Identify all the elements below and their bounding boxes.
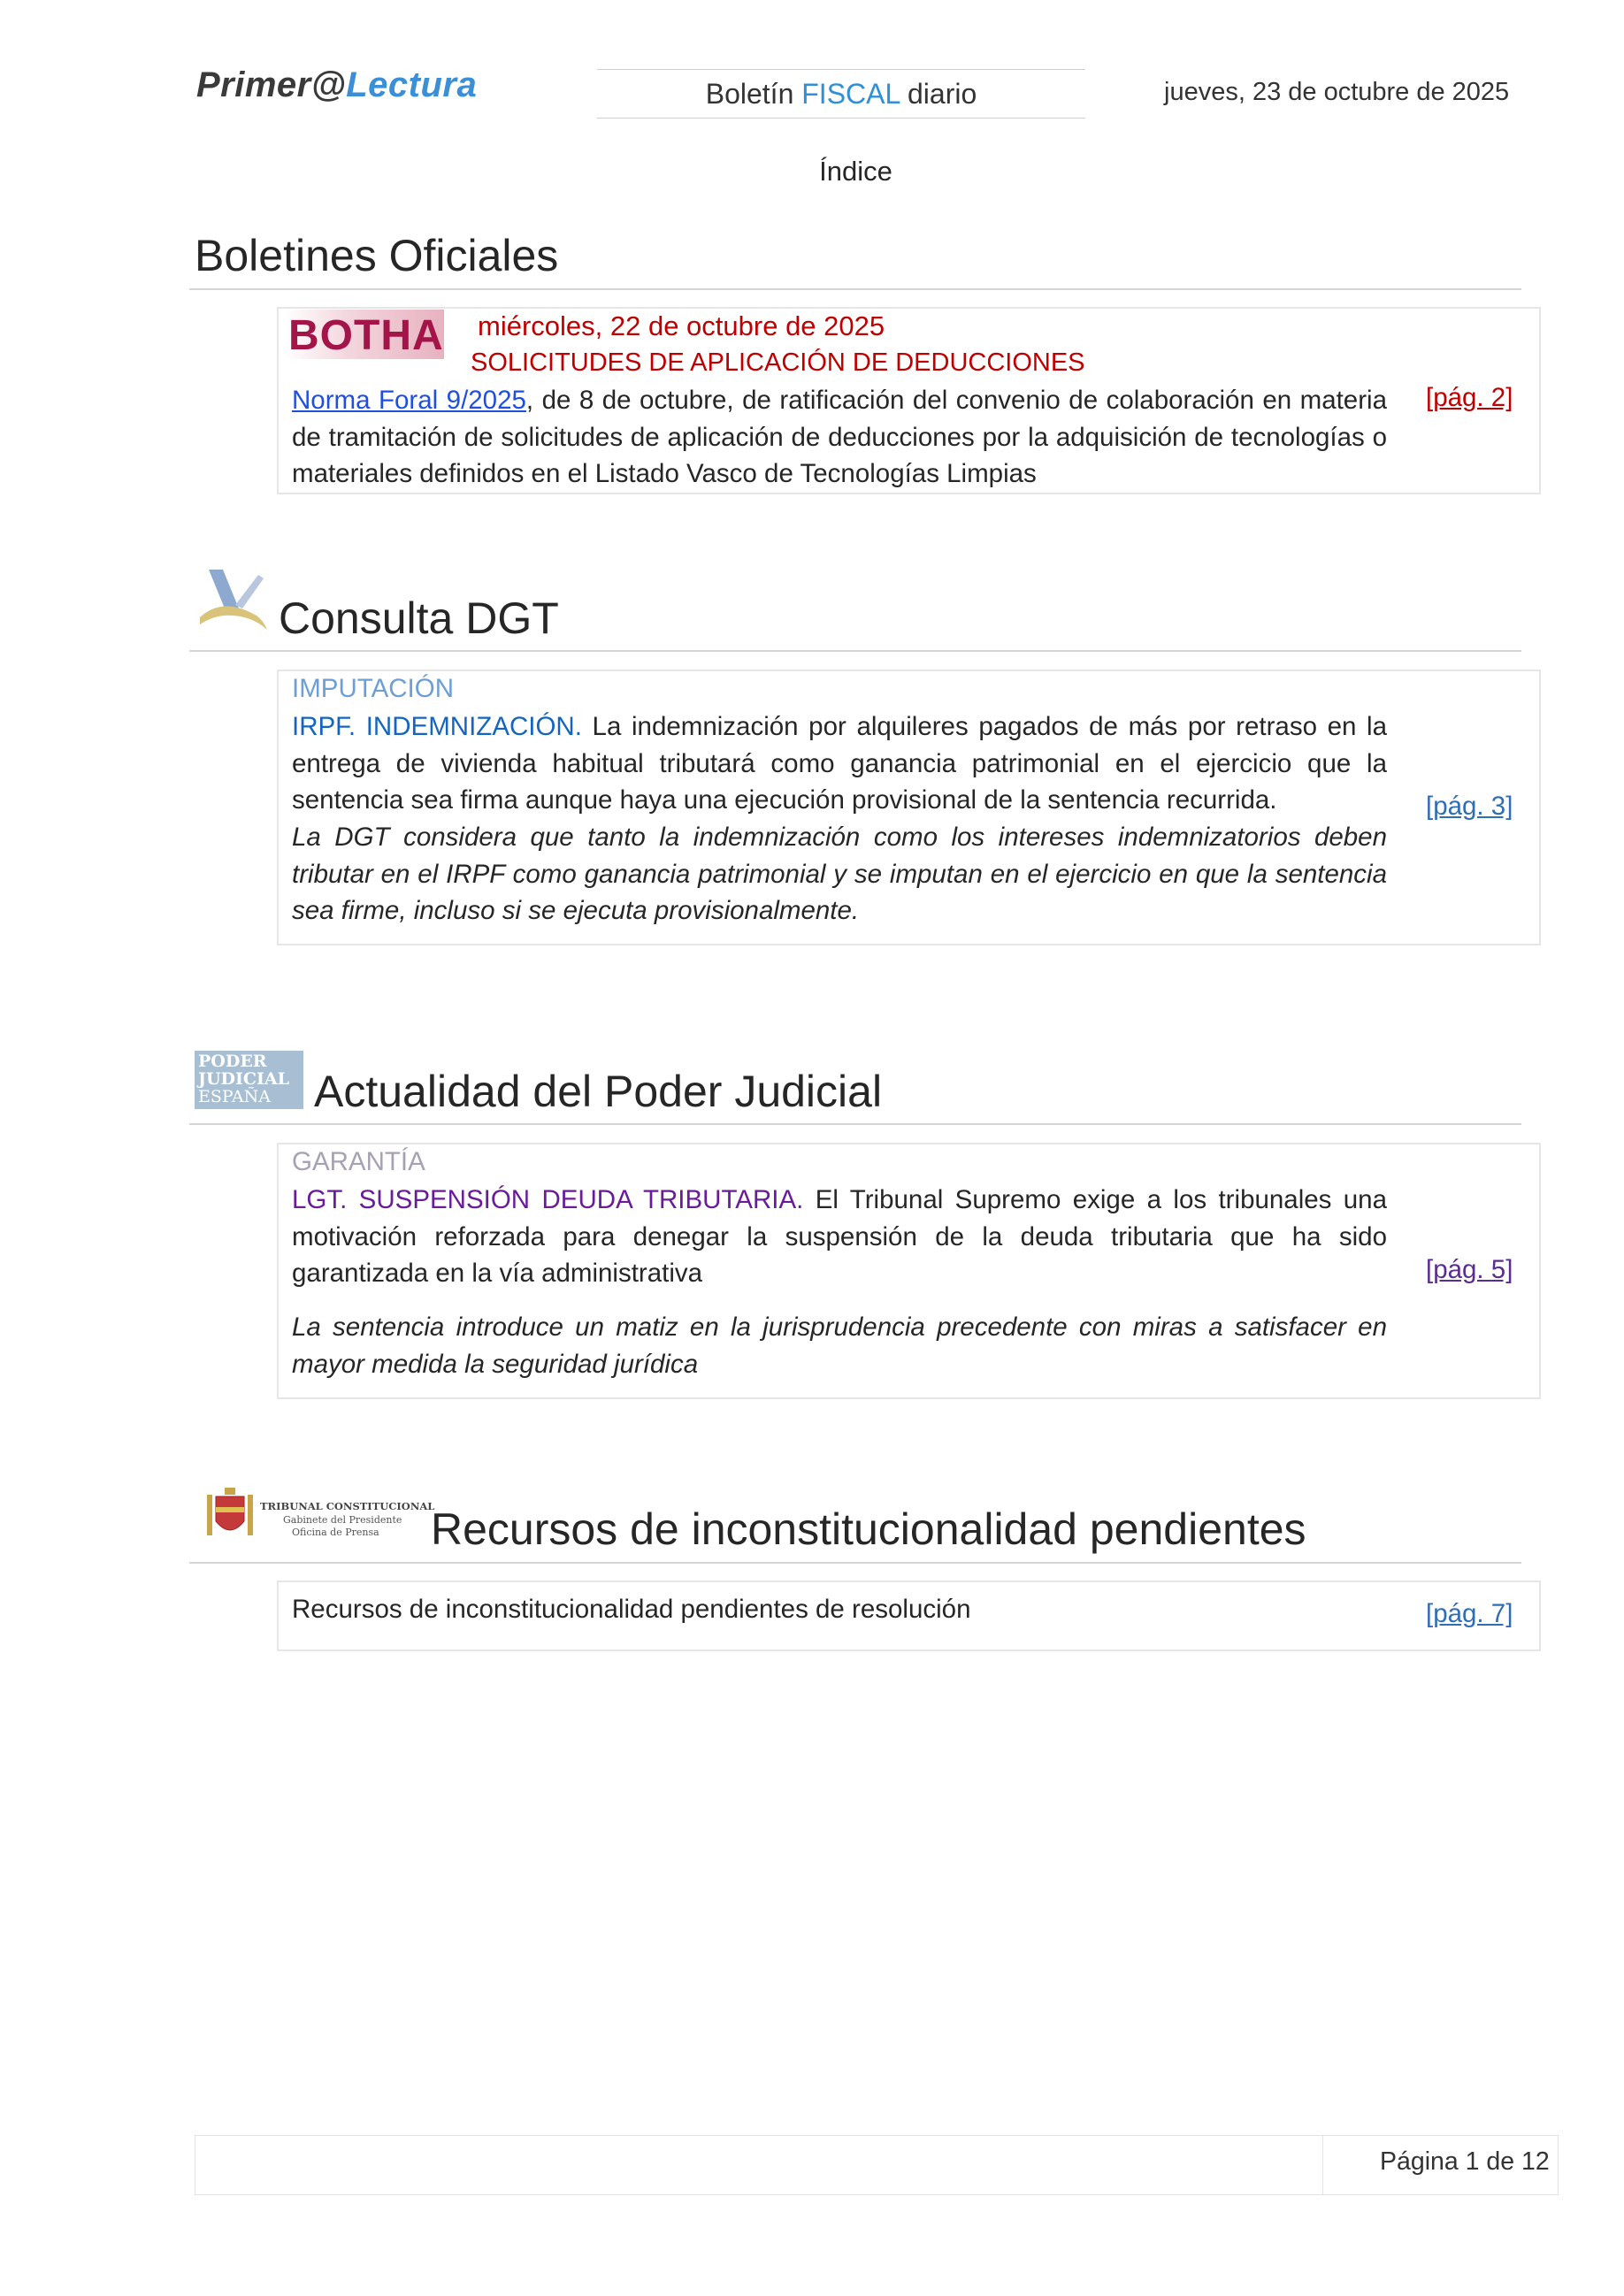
section-title-tc: Recursos de inconstitucionalidad pendientes [431, 1504, 1306, 1554]
header-date: jueves, 23 de octubre de 2025 [1164, 78, 1510, 106]
dgt-body: La indemnización por alquileres pagados de más por retraso en la entrega de vivienda habitual tributará como ganancia patrimonial en el ejercicio que la sentencia sea firma aunque haya una ejecución provisional de la sentencia recurrida. [292, 712, 1387, 815]
section-divider [189, 650, 1521, 652]
tc-entry-text: Recursos de inconstitucionalidad pendientes de resolución [292, 1595, 971, 1624]
judicial-category: GARANTÍA [292, 1147, 425, 1176]
primera-lectura-logo [196, 65, 477, 105]
norma-foral-link[interactable]: Norma Foral 9/2025 [292, 386, 526, 415]
index-title: Índice [819, 156, 892, 187]
tc-logo-line-3: Oficina de Prensa [292, 1527, 379, 1538]
agencia-tributaria-logo-icon [196, 566, 271, 637]
page-ref-link-tc[interactable]: [pág. 7] [1426, 1599, 1513, 1628]
botha-topic: SOLICITUDES DE APLICACIÓN DE DEDUCCIONES [471, 348, 1085, 377]
section-title-judicial: Actualidad del Poder Judicial [314, 1067, 883, 1116]
botha-entry-text [292, 382, 1387, 493]
tc-logo-line-1: TRIBUNAL CONSTITUCIONAL [260, 1500, 435, 1512]
section-title-dgt: Consulta DGT [279, 593, 559, 643]
botha-logo-text: BOTHA [288, 312, 444, 359]
poder-judicial-logo [195, 1051, 303, 1109]
botha-date: miércoles, 22 de octubre de 2025 [478, 310, 885, 341]
dgt-summary: La DGT considera que tanto la indemnización como los intereses indemnizatorios deben tributar en el IRPF como ganancia patrimonial y se imputan en el ejercicio en que la sentencia sea firme, incluso si se ejecuta provisionalmente. [292, 823, 1387, 925]
page-ref-link-boletines[interactable]: [pág. 2] [1426, 383, 1513, 412]
judicial-body: El Tribunal Supremo exige a los tribunales una motivación reforzada para denegar la suspensión de la deuda tributaria que ha sido garantizada en la vía administrativa [292, 1185, 1387, 1288]
botha-entry-body: , de 8 de octubre, de ratificación del convenio de colaboración en materia de tramitación de solicitudes de aplicación de deducciones por la adquisición de tecnologías o materiales definidos en el Listado Vasco de Tecnologías Limpias [292, 386, 1387, 488]
bulletin-title [597, 69, 1085, 119]
botha-logo [285, 310, 444, 359]
pj-logo-line-3: ESPAÑA [198, 1087, 271, 1106]
bulletin-highlight: FISCAL [801, 78, 900, 110]
coat-of-arms-icon [203, 1486, 257, 1544]
pj-logo-line-2: JUDICIAL [198, 1069, 290, 1089]
bulletin-prefix: Boletín [705, 78, 794, 110]
pj-logo-line-1: PODER [198, 1052, 267, 1071]
page-ref-link-dgt[interactable]: [pág. 3] [1426, 792, 1513, 821]
footer-divider [1322, 2135, 1323, 2195]
judicial-entry-text [292, 1182, 1387, 1292]
dgt-lead: IRPF. INDEMNIZACIÓN. [292, 712, 582, 741]
section-divider [189, 1562, 1521, 1564]
bulletin-suffix: diario [907, 78, 977, 110]
tribunal-constitucional-logo [203, 1486, 435, 1548]
dgt-category: IMPUTACIÓN [292, 674, 455, 703]
page-number: Página 1 de 12 [1380, 2147, 1550, 2176]
judicial-lead: LGT. SUSPENSIÓN DEUDA TRIBUTARIA. [292, 1185, 804, 1214]
logo-part-2: Lectura [346, 65, 478, 104]
logo-part-1: Primer@ [196, 65, 347, 104]
page-ref-link-judicial[interactable]: [pág. 5] [1426, 1255, 1513, 1284]
section-divider [189, 1123, 1521, 1125]
section-title-boletines: Boletines Oficiales [195, 231, 559, 280]
section-divider [189, 288, 1521, 290]
dgt-entry-text [292, 708, 1387, 819]
judicial-summary: La sentencia introduce un matiz en la jurisprudencia precedente con miras a satisfacer en mayor medida la seguridad jurídica [292, 1313, 1387, 1379]
tc-logo-line-2: Gabinete del Presidente [283, 1514, 402, 1526]
footer-box [195, 2135, 1559, 2195]
